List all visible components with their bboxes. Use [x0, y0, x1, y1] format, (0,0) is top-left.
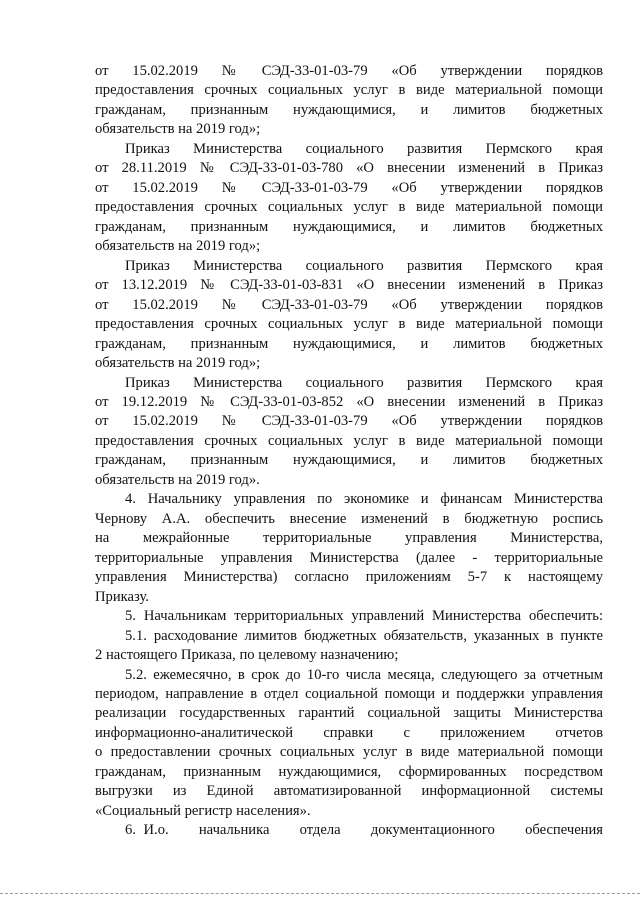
document-line: предоставления срочных социальных услуг в виде материальной помощи: [95, 432, 603, 449]
document-line: гражданам, признанным нуждающимися, и лимитов бюджетных: [95, 335, 603, 352]
document-line: гражданам, признанным нуждающимися, сформированных посредством: [95, 763, 603, 780]
document-line: 5.1. расходование лимитов бюджетных обязательств, указанных в пункте: [125, 627, 603, 644]
document-line: от 15.02.2019 № СЭД-33-01-03-79 «Об утверждении порядков: [95, 179, 603, 196]
document-line: Приказ Министерства социального развития Пермского края: [125, 140, 603, 157]
document-line: на межрайонные территориальные управления Министерства,: [95, 530, 603, 547]
document-line: гражданам, признанным нуждающимися, и лимитов бюджетных: [95, 218, 603, 235]
document-line: территориальные управления Министерства (далее - территориальные: [95, 549, 603, 566]
document-line: обязательств на 2019 год».: [95, 471, 260, 488]
document-line: 4. Начальнику управления по экономике и финансам Министерства: [125, 491, 603, 508]
document-line: Приказ Министерства социального развития Пермского края: [125, 257, 603, 274]
document-line: от 15.02.2019 № СЭД-33-01-03-79 «Об утверждении порядков: [95, 63, 603, 79]
document-line: периодом, направление в отдел социальной помощи и поддержки управления: [95, 686, 603, 702]
document-body: [95, 62, 603, 841]
document-line: информационно-аналитической справки с приложением отчетов: [95, 724, 603, 741]
document-line: о предоставлении срочных социальных услуг в виде материальной помощи: [95, 744, 603, 761]
document-line: гражданам, признанным нуждающимися, и лимитов бюджетных: [95, 101, 603, 118]
document-line: 6. И.о. начальника отдела документационного обеспечения: [125, 822, 603, 839]
document-line: управления Министерства) согласно приложениям 5-7 к настоящему: [95, 569, 603, 586]
document-line: предоставления срочных социальных услуг в виде материальной помощи: [95, 316, 603, 333]
document-line: «Социальный регистр населения».: [95, 802, 311, 819]
document-line: Чернову А.А. обеспечить внесение изменений в бюджетную роспись: [95, 510, 603, 527]
document-line: обязательств на 2019 год»;: [95, 355, 261, 372]
document-line: Приказ Министерства социального развития Пермского края: [125, 374, 603, 391]
document-line: 2 настоящего Приказа, по целевому назначению;: [95, 647, 399, 664]
document-line: реализации государственных гарантий социальной защиты Министерства: [95, 705, 603, 722]
document-line: от 15.02.2019 № СЭД-33-01-03-79 «Об утверждении порядков: [95, 413, 603, 430]
page-bottom-rule: [0, 893, 640, 894]
document-line: обязательств на 2019 год»;: [95, 121, 261, 138]
document-line: 5.2. ежемесячно, в срок до 10-го числа месяца, следующего за отчетным: [125, 666, 603, 683]
document-line: от 13.12.2019 № СЭД-33-01-03-831 «О внесении изменений в Приказ: [95, 277, 603, 294]
document-line: предоставления срочных социальных услуг в виде материальной помощи: [95, 82, 603, 99]
document-line: от 15.02.2019 № СЭД-33-01-03-79 «Об утверждении порядков: [95, 296, 603, 313]
document-line: обязательств на 2019 год»;: [95, 238, 261, 255]
document-line: от 28.11.2019 № СЭД-33-01-03-780 «О внесении изменений в Приказ: [95, 160, 603, 177]
document-line: 5. Начальникам территориальных управлений Министерства обеспечить:: [125, 608, 603, 625]
document-line: выгрузки из Единой автоматизированной информационной системы: [95, 783, 603, 800]
document-line: предоставления срочных социальных услуг в виде материальной помощи: [95, 199, 603, 216]
document-line: от 19.12.2019 № СЭД-33-01-03-852 «О внесении изменений в Приказ: [95, 393, 603, 410]
document-line: гражданам, признанным нуждающимися, и лимитов бюджетных: [95, 452, 603, 469]
document-line: Приказу.: [95, 588, 149, 605]
